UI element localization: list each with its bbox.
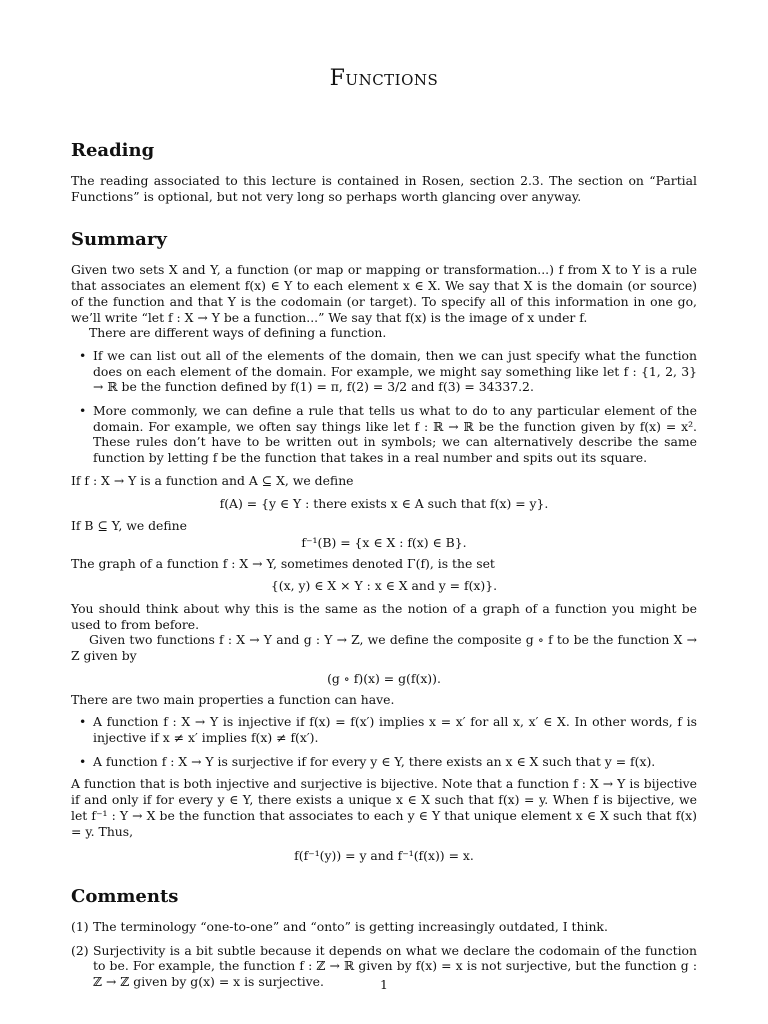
image-intro: If f : X → Y is a function and A ⊆ X, we define [71, 472, 354, 488]
composite-definition: (g ∘ f)(x) = g(f(x)). [327, 670, 441, 686]
bijective-paragraph: A function that is both injective and surjective is bijective. Note that a function f : X → Y is bijective if and only if for every y ∈ Y, there exists a unique x ∈ X such that f(x) = y. When f is bijective, we let f⁻¹ : Y → X be the function that associates to each y ∈ Y that unique element x ∈ X such that f(x) = y. Thus, [71, 776, 697, 839]
comment-number: (1) [71, 918, 89, 934]
document-title: Functions [329, 66, 439, 91]
property-bullets [71, 714, 697, 769]
composite-intro: Given two functions f : X → Y and g : Y → Z, we define the composite g ∘ f to be the function X → Z given by [71, 632, 697, 664]
comment-number: (2) [71, 942, 89, 958]
preimage-intro: If B ⊆ Y, we define [71, 518, 187, 534]
properties-intro: There are two main properties a function can have. [71, 691, 395, 707]
comment-text: The terminology “one-to-one” and “onto” is getting increasingly outdated, I think. [93, 918, 608, 934]
comment-text: Surjectivity is a bit subtle because it depends on what we declare the codomain of the function to be. For example, the function f : ℤ → ℝ given by f(x) = x is not surjective, but the function g : ℤ → ℤ given by g(x) = x is surjective. [93, 942, 697, 990]
comments-heading: Comments [71, 885, 179, 907]
definition-bullets [71, 348, 697, 466]
graph-note: You should think about why this is the same as the notion of a graph of a function you might be used to from before. [71, 601, 697, 632]
summary-heading: Summary [71, 229, 167, 251]
graph-definition: {(x, y) ∈ X × Y : x ∈ X and y = f(x)}. [270, 578, 498, 594]
inverse-definition: f(f⁻¹(y)) = y and f⁻¹(f(x)) = x. [294, 848, 474, 864]
reading-heading: Reading [71, 140, 155, 161]
page-number: 1 [380, 977, 388, 992]
bullet-item [79, 714, 697, 745]
comment-item [71, 918, 697, 935]
bullet-text: A function f : X → Y is surjective if for every y ∈ Y, there exists an x ∈ X such that y = f(x). [93, 753, 656, 769]
bullet-item [79, 753, 697, 770]
bullet-item [79, 347, 697, 395]
graph-intro: The graph of a function f : X → Y, sometimes denoted Γ(f), is the set [71, 555, 495, 571]
bullet-dot-icon: • [79, 714, 87, 730]
summary-intro: Given two sets X and Y, a function (or map or mapping or transformation...) f from X to Y is a rule that associates an element f(x) ∈ Y to each element x ∈ X. We say that X is the domain (or source) of the function and that Y is the codomain (or target). To specify all of this information in one go, we’ll write “let f : X → Y be a function...” We say that f(x) is the image of x under f. [71, 262, 697, 325]
bullet-text: If we can list out all of the elements of the domain, then we can just specify what the function does on each element of the domain. For example, we might say something like let f : {1, 2, 3} → ℝ be the function defined by f(1) = π, f(2) = 3/2 and f(3) = 34337.2. [93, 347, 697, 395]
bullet-text: More commonly, we can define a rule that tells us what to do to any particular element of the domain. For example, we often say things like let f : ℝ → ℝ be the function given by f(x) = x². These rules don’t have to be written out in symbols; we can alternatively describe the same function by letting f be the function that takes in a real number and spits out its square. [93, 403, 697, 466]
document-page [71, 0, 697, 990]
bullet-dot-icon: • [79, 347, 87, 363]
bullet-item [79, 403, 697, 466]
image-definition: f(A) = {y ∈ Y : there exists x ∈ A such that f(x) = y}. [219, 495, 549, 511]
preimage-definition: f⁻¹(B) = {x ∈ X : f(x) ∈ B}. [301, 534, 467, 550]
reading-paragraph: The reading associated to this lecture is contained in Rosen, section 2.3. The section on “Partial Functions” is optional, but not very long so perhaps worth glancing over anyway. [71, 173, 697, 204]
summary-ways: There are different ways of defining a function. [89, 325, 387, 341]
bullet-dot-icon: • [79, 753, 87, 769]
bullet-dot-icon: • [79, 403, 87, 419]
bullet-text: A function f : X → Y is injective if f(x) = f(x′) implies x = x′ for all x, x′ ∈ X. In other words, f is injective if x ≠ x′ implies f(x) ≠ f(x′). [93, 714, 697, 745]
